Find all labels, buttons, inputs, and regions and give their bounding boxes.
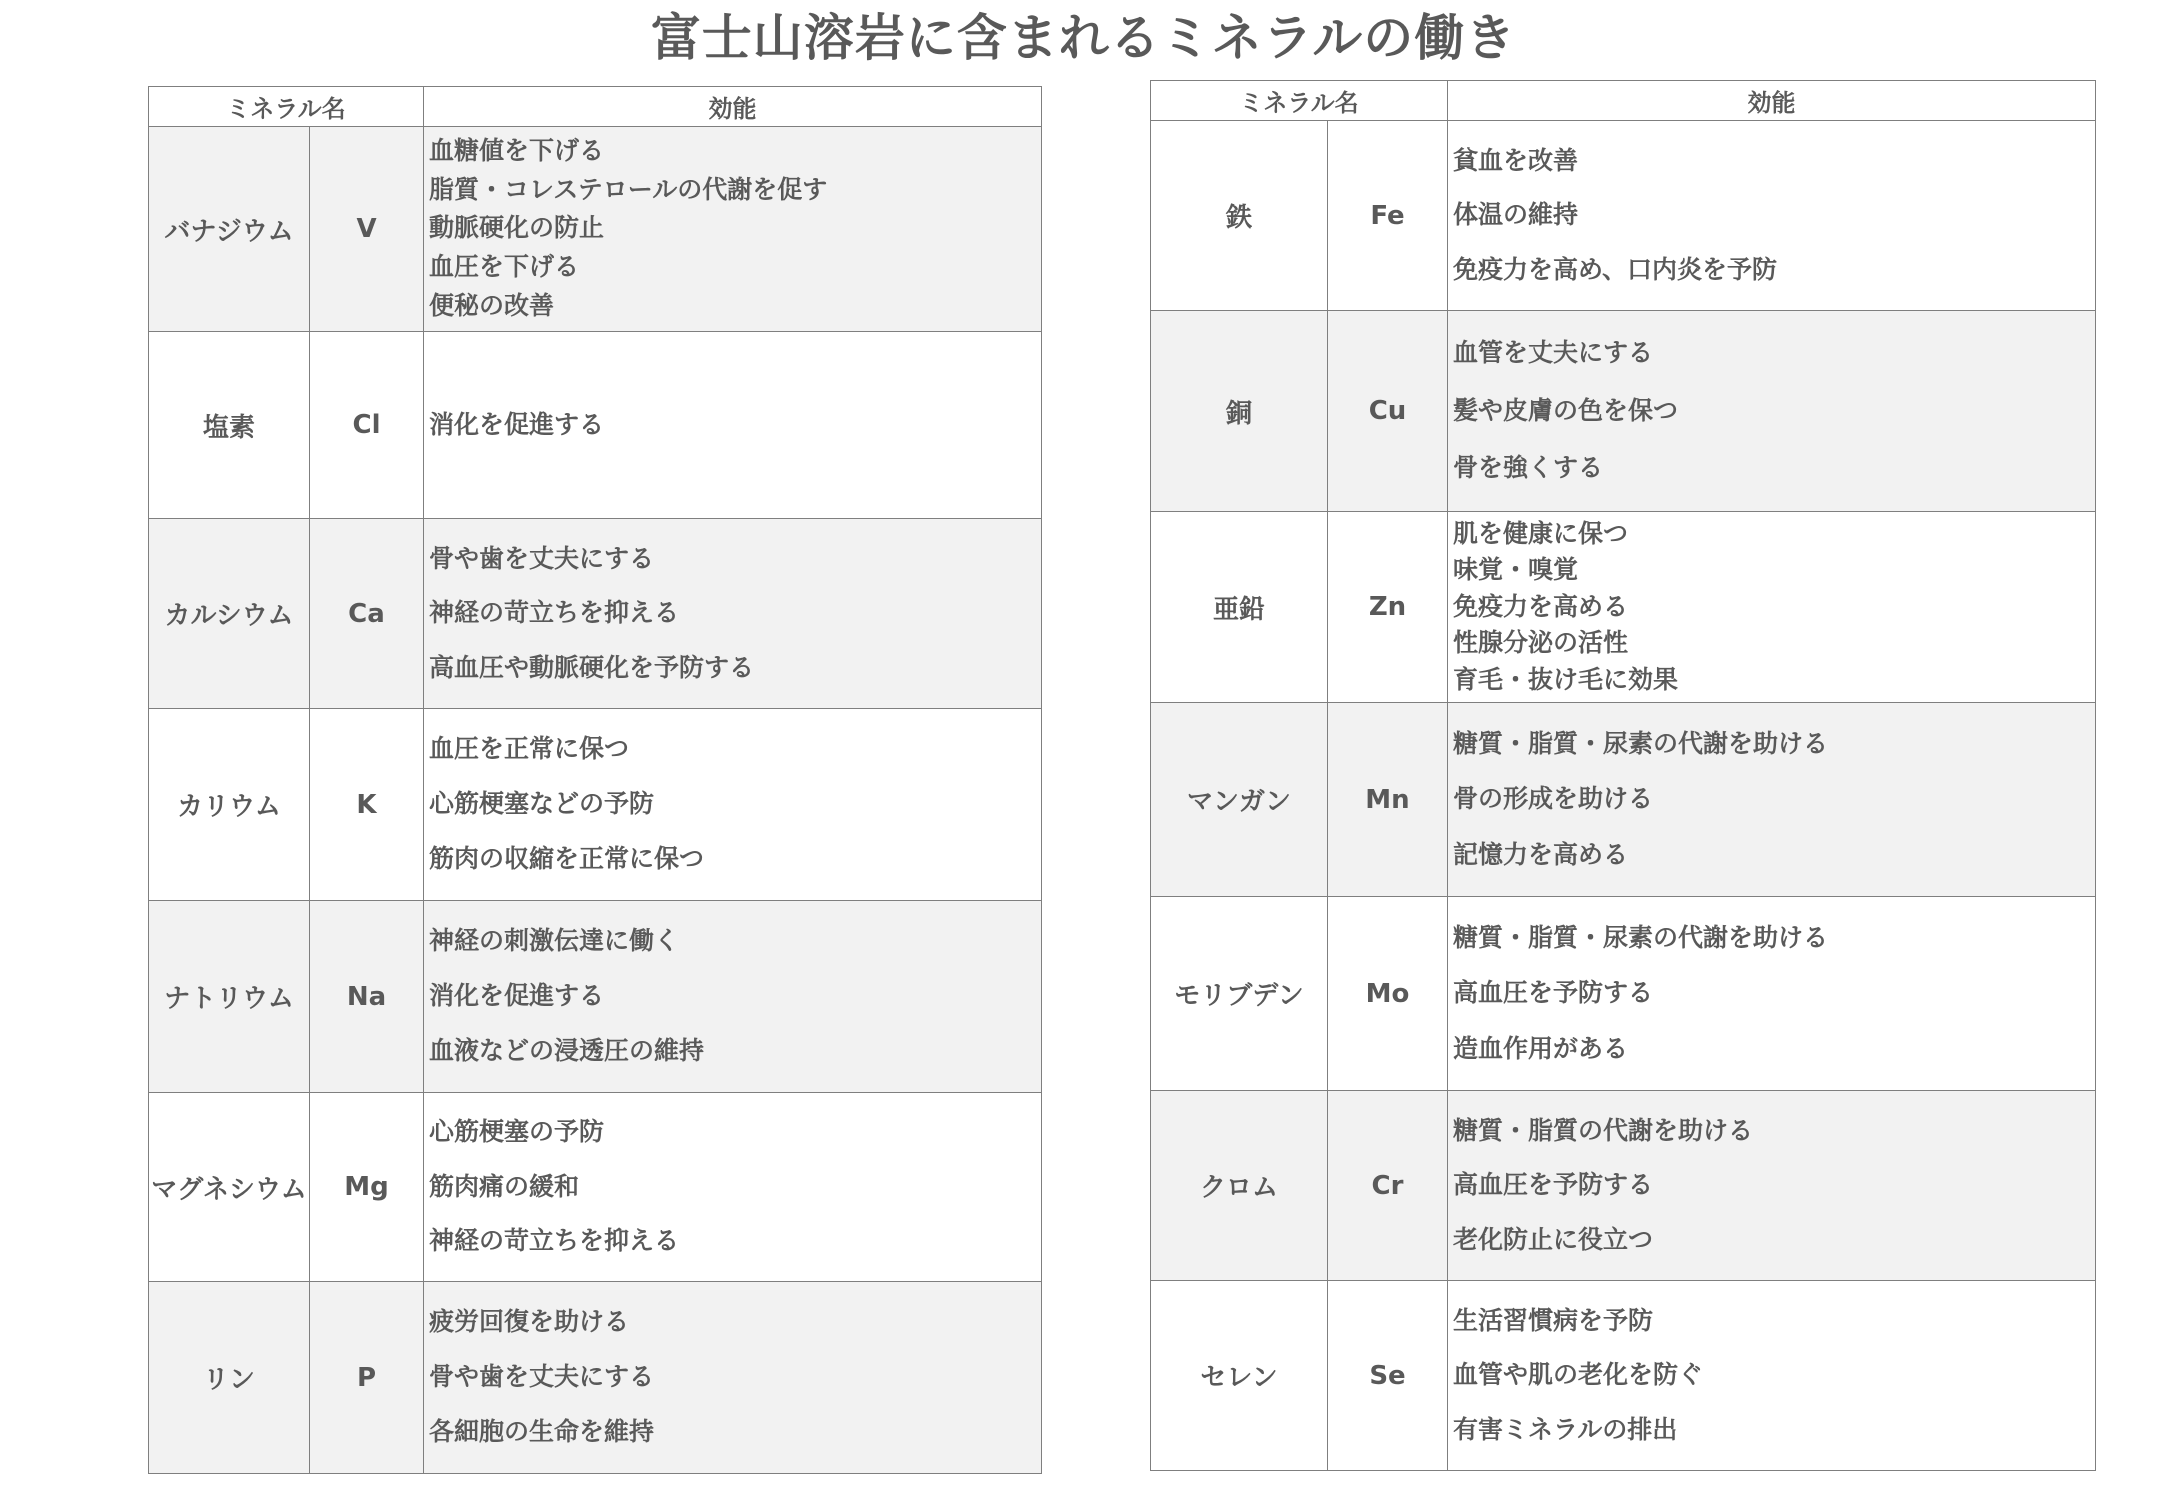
- mineral-name-cell: ナトリウム: [149, 901, 310, 1093]
- mineral-name-cell: カリウム: [149, 709, 310, 901]
- effects-list: [1448, 897, 2095, 1089]
- table-row: [149, 1093, 1042, 1282]
- effect-item: 疲労回復を助ける: [429, 1307, 630, 1336]
- effect-item: 消化を促進する: [429, 409, 605, 439]
- effect-item: 神経の苛立ちを抑える: [429, 1225, 680, 1255]
- mineral-symbol-cell: Na: [310, 901, 424, 1093]
- effect-item: 造血作用がある: [1453, 1033, 1629, 1063]
- effect-item: 肌を健康に保つ: [1453, 518, 1629, 548]
- mineral-name-cell: 塩素: [149, 332, 310, 519]
- effects-list: [424, 127, 1041, 330]
- effect-item: 糖質・脂質の代謝を助ける: [1453, 1115, 1754, 1145]
- effects-list: [1448, 703, 2095, 895]
- effect-item: 髪や皮膚の色を保つ: [1453, 395, 1679, 425]
- table-row: [1151, 1281, 2096, 1471]
- mineral-symbol-cell: K: [310, 709, 424, 901]
- effect-item: 血圧を下げる: [429, 252, 580, 282]
- effect-item: 血圧を正常に保つ: [429, 734, 630, 763]
- effects-cell: [424, 709, 1042, 901]
- effects-cell: [1448, 1281, 2096, 1471]
- effects-list: [1448, 1281, 2095, 1469]
- mineral-symbol-cell: Cr: [1328, 1091, 1448, 1281]
- effects-list: [424, 709, 1041, 899]
- mineral-symbol-cell: P: [310, 1282, 424, 1474]
- mineral-name-cell: 銅: [1151, 311, 1328, 512]
- mineral-symbol-cell: Se: [1328, 1281, 1448, 1471]
- table-row: [149, 1282, 1042, 1474]
- left-mineral-table: [148, 86, 1042, 1474]
- mineral-symbol-cell: Mo: [1328, 897, 1448, 1091]
- effect-item: 味覚・嗅覚: [1453, 555, 1579, 584]
- effects-cell: [424, 1282, 1042, 1474]
- effects-cell: [1448, 512, 2096, 703]
- effect-item: 高血圧を予防する: [1453, 1170, 1654, 1199]
- effect-item: 有害ミネラルの排出: [1453, 1414, 1678, 1444]
- table-row: [1151, 121, 2096, 311]
- effect-item: 骨の形成を助ける: [1453, 784, 1654, 813]
- effects-list: [1448, 1091, 2095, 1279]
- mineral-name-cell: 亜鉛: [1151, 512, 1328, 703]
- effects-list: [424, 1093, 1041, 1280]
- effects-list: [424, 519, 1041, 707]
- effect-item: 心筋梗塞の予防: [429, 1117, 605, 1147]
- effect-item: 血糖値を下げる: [429, 135, 605, 165]
- effect-item: 骨や歯を丈夫にする: [429, 1362, 655, 1391]
- table-header-row: [1151, 81, 2096, 121]
- effect-item: 血液などの浸透圧の維持: [429, 1036, 705, 1065]
- mineral-name-cell: 鉄: [1151, 121, 1328, 311]
- table-row: [149, 901, 1042, 1093]
- effects-cell: [1448, 311, 2096, 512]
- page-title: 富士山溶岩に含まれるミネラルの働き: [650, 9, 1517, 67]
- effects-list: [1448, 512, 2095, 701]
- table-row: [1151, 311, 2096, 512]
- table-header-row: [149, 87, 1042, 127]
- mineral-symbol-cell: Fe: [1328, 121, 1448, 311]
- mineral-name-cell: セレン: [1151, 1281, 1328, 1471]
- effects-cell: [424, 127, 1042, 332]
- table-row: [1151, 703, 2096, 897]
- effects-list: [424, 332, 1041, 517]
- effect-item: 記憶力を高める: [1453, 839, 1629, 869]
- effect-item: 糖質・脂質・尿素の代謝を助ける: [1453, 728, 1829, 758]
- right-table-body: [1151, 121, 2096, 1471]
- table-row: [149, 519, 1042, 709]
- effect-item: 高血圧や動脈硬化を予防する: [429, 652, 755, 682]
- effects-cell: [1448, 897, 2096, 1091]
- effect-item: 老化防止に役立つ: [1453, 1224, 1654, 1254]
- table-row: [1151, 512, 2096, 703]
- header-effects: 効能: [424, 87, 1042, 127]
- header-mineral-name: ミネラル名: [1151, 81, 1448, 121]
- effects-list: [1448, 311, 2095, 510]
- mineral-name-cell: リン: [149, 1282, 310, 1474]
- effect-item: 骨を強くする: [1453, 452, 1604, 482]
- table-row: [1151, 897, 2096, 1091]
- effect-item: 筋肉の収縮を正常に保つ: [429, 844, 705, 873]
- effects-list: [1448, 121, 2095, 309]
- table-row: [1151, 1091, 2096, 1281]
- header-effects: 効能: [1448, 81, 2096, 121]
- table-row: [149, 709, 1042, 901]
- effect-item: 神経の苛立ちを抑える: [429, 598, 680, 627]
- mineral-symbol-cell: Cl: [310, 332, 424, 519]
- effect-item: 糖質・脂質・尿素の代謝を助ける: [1453, 922, 1829, 952]
- mineral-symbol-cell: Cu: [1328, 311, 1448, 512]
- effects-cell: [424, 519, 1042, 709]
- effects-cell: [1448, 121, 2096, 311]
- left-table-body: [149, 127, 1042, 1474]
- mineral-symbol-cell: V: [310, 127, 424, 332]
- effect-item: 血管を丈夫にする: [1453, 338, 1654, 368]
- effect-item: 免疫力を高める: [1453, 591, 1629, 621]
- mineral-name-cell: マンガン: [1151, 703, 1328, 897]
- effect-item: 筋肉痛の緩和: [429, 1171, 580, 1201]
- mineral-name-cell: バナジウム: [149, 127, 310, 332]
- mineral-symbol-cell: Zn: [1328, 512, 1448, 703]
- mineral-name-cell: マグネシウム: [149, 1093, 310, 1282]
- effect-item: 動脈硬化の防止: [429, 213, 605, 243]
- effect-item: 脂質・コレステロールの代謝を促す: [429, 174, 828, 204]
- effects-cell: [424, 901, 1042, 1093]
- effect-item: 免疫力を高め、口内炎を予防: [1453, 254, 1778, 284]
- effect-item: 性腺分泌の活性: [1453, 628, 1629, 657]
- effect-item: 体温の維持: [1453, 200, 1579, 229]
- table-row: [149, 127, 1042, 332]
- effect-item: 心筋梗塞などの予防: [429, 789, 655, 818]
- effects-cell: [1448, 703, 2096, 897]
- effect-item: 神経の刺激伝達に働く: [429, 926, 680, 955]
- effects-cell: [424, 1093, 1042, 1282]
- effect-item: 血管や肌の老化を防ぐ: [1453, 1360, 1704, 1389]
- effect-item: 骨や歯を丈夫にする: [429, 543, 655, 573]
- effect-item: 育毛・抜け毛に効果: [1453, 664, 1679, 694]
- mineral-symbol-cell: Mg: [310, 1093, 424, 1282]
- effect-item: 各細胞の生命を維持: [429, 1417, 655, 1446]
- mineral-symbol-cell: Ca: [310, 519, 424, 709]
- effects-cell: [1448, 1091, 2096, 1281]
- effect-item: 貧血を改善: [1453, 145, 1579, 175]
- effects-list: [424, 901, 1041, 1091]
- table-row: [149, 332, 1042, 519]
- effects-list: [424, 1282, 1041, 1472]
- header-mineral-name: ミネラル名: [149, 87, 424, 127]
- effect-item: 消化を促進する: [429, 981, 605, 1010]
- effect-item: 生活習慣病を予防: [1453, 1305, 1654, 1335]
- effect-item: 便秘の改善: [429, 291, 555, 321]
- right-mineral-table: [1150, 80, 2096, 1471]
- mineral-name-cell: クロム: [1151, 1091, 1328, 1281]
- mineral-name-cell: モリブデン: [1151, 897, 1328, 1091]
- mineral-name-cell: カルシウム: [149, 519, 310, 709]
- effect-item: 高血圧を予防する: [1453, 978, 1654, 1007]
- mineral-symbol-cell: Mn: [1328, 703, 1448, 897]
- effects-cell: [424, 332, 1042, 519]
